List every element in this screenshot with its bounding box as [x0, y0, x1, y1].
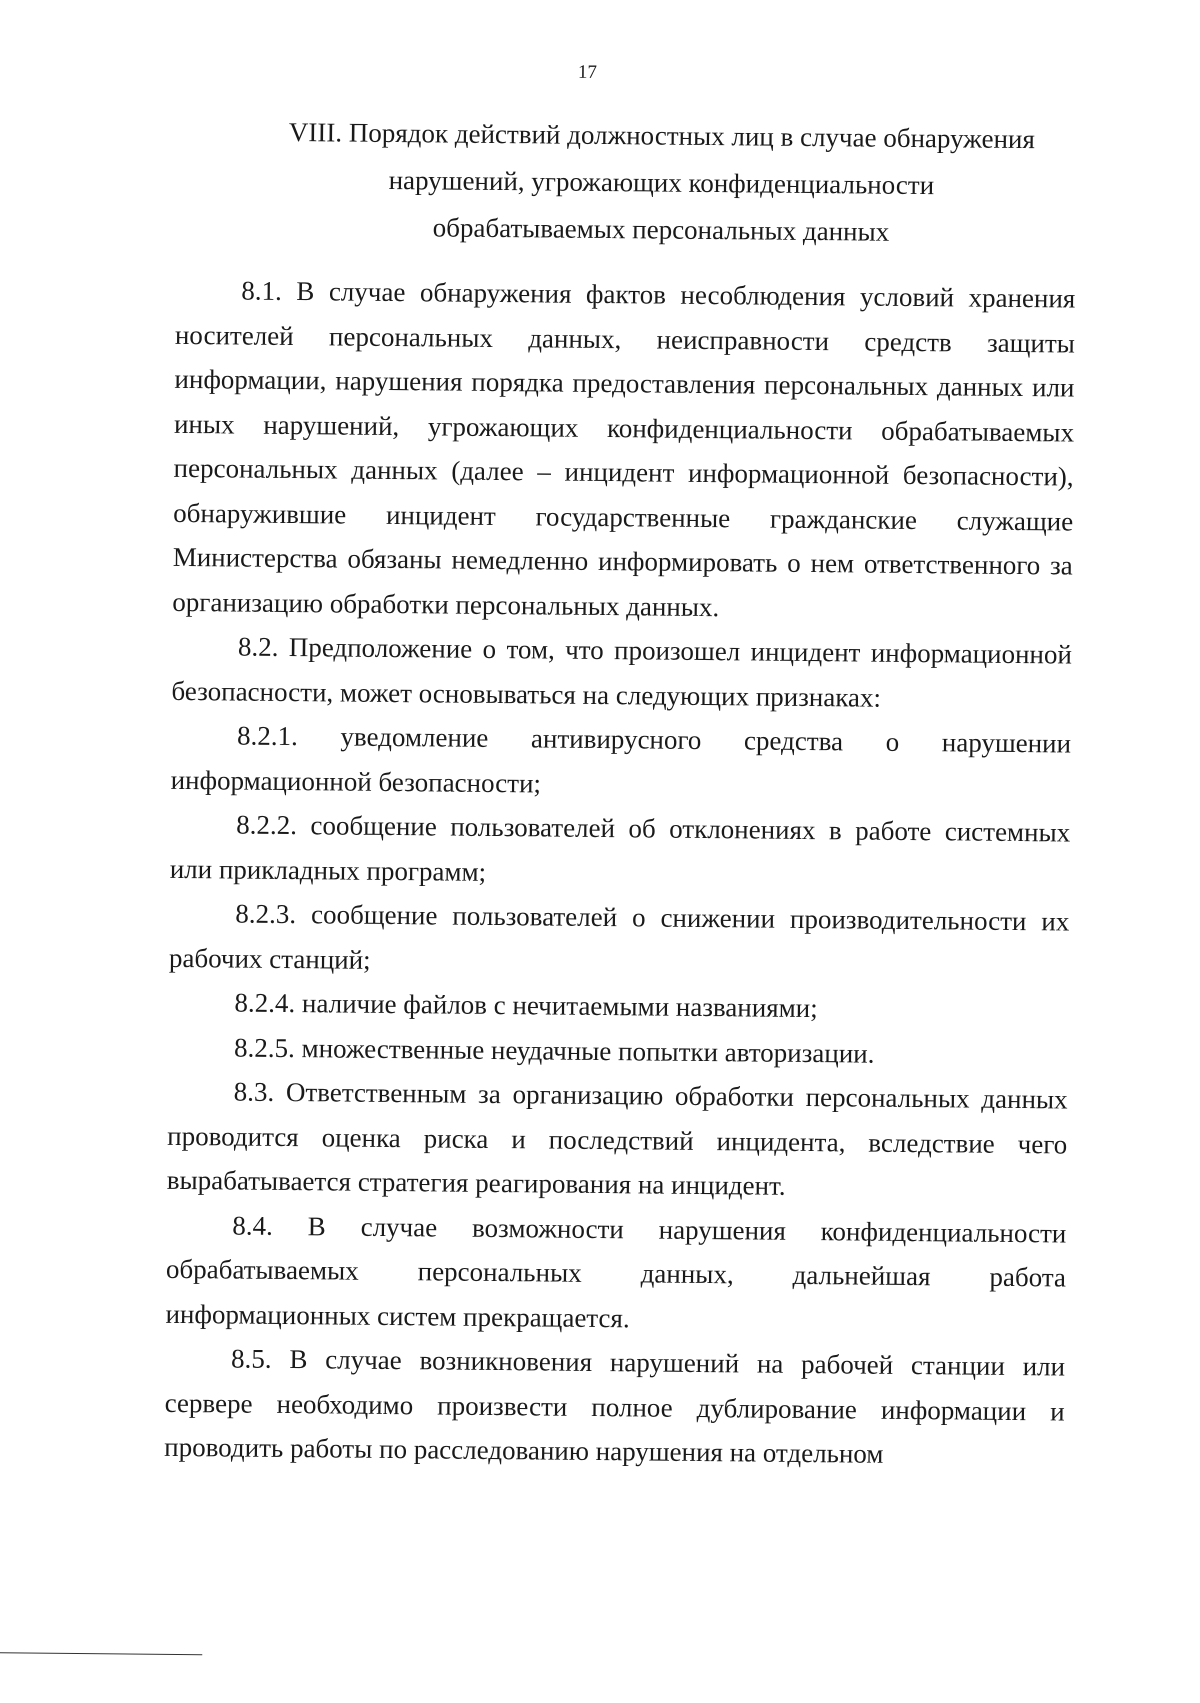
section-heading	[231, 108, 1092, 257]
paragraph-8-2-4: 8.2.4. наличие файлов с нечитаемыми названиями;	[234, 987, 818, 1024]
document-body	[164, 268, 1075, 1478]
paragraph-8-5: 8.5. В случае возникновения нарушений на рабочей станции или сервере необходимо произвести полное дублирование информации и проводить работы по расследованию нарушения на отдельном	[164, 1343, 1066, 1469]
paragraph-8-1: 8.1. В случае обнаружения фактов несоблюдения условий хранения носителей персональных данных, неисправности средств защиты информации, нарушения порядка предоставления персональных данных или иных нарушений, угрожающих конфиденциальности обрабатываемых персональных данных (далее – инцидент информационной безопасности), обнаружившие инцидент государственные гражданские служащие Министерства обязаны немедленно информировать о нем ответственного за организацию обработки персональных данных.	[172, 275, 1076, 622]
paragraph-8-4: 8.4. В случае возможности нарушения конфиденциальности обрабатываемых персональных данных, дальнейшая работа информационных систем прекращается.	[165, 1209, 1067, 1333]
page-number: 17	[577, 61, 598, 83]
heading-line-3: обрабатываемых персональных данных	[432, 212, 890, 247]
paragraph-8-2: 8.2. Предположение о том, что произошел инцидент информационной безопасности, может основываться на следующих признаках:	[171, 631, 1073, 713]
paragraph-8-2-1: 8.2.1. уведомление антивирусного средства о нарушении информационной безопасности;	[170, 720, 1072, 798]
paragraph-8-2-5: 8.2.5. множественные неудачные попытки авторизации.	[233, 1031, 875, 1069]
paragraph-8-2-3: 8.2.3. сообщение пользователей о снижении производительности их рабочих станций;	[168, 898, 1070, 975]
heading-line-2: нарушений, угрожающих конфиденциальности	[388, 164, 935, 201]
heading-line-1: VIII. Порядок действий должностных лиц в случае обнаружения	[288, 116, 1036, 155]
paragraph-8-2-2: 8.2.2. сообщение пользователей об отклонениях в работе системных или прикладных программ;	[169, 809, 1071, 887]
paragraph-8-3: 8.3. Ответственным за организацию обработки персональных данных проводится оценка риска и последствий инцидента, вследствие чего вырабатывается стратегия реагирования на инцидент.	[166, 1076, 1068, 1201]
footnote-separator-line	[0, 1652, 202, 1655]
